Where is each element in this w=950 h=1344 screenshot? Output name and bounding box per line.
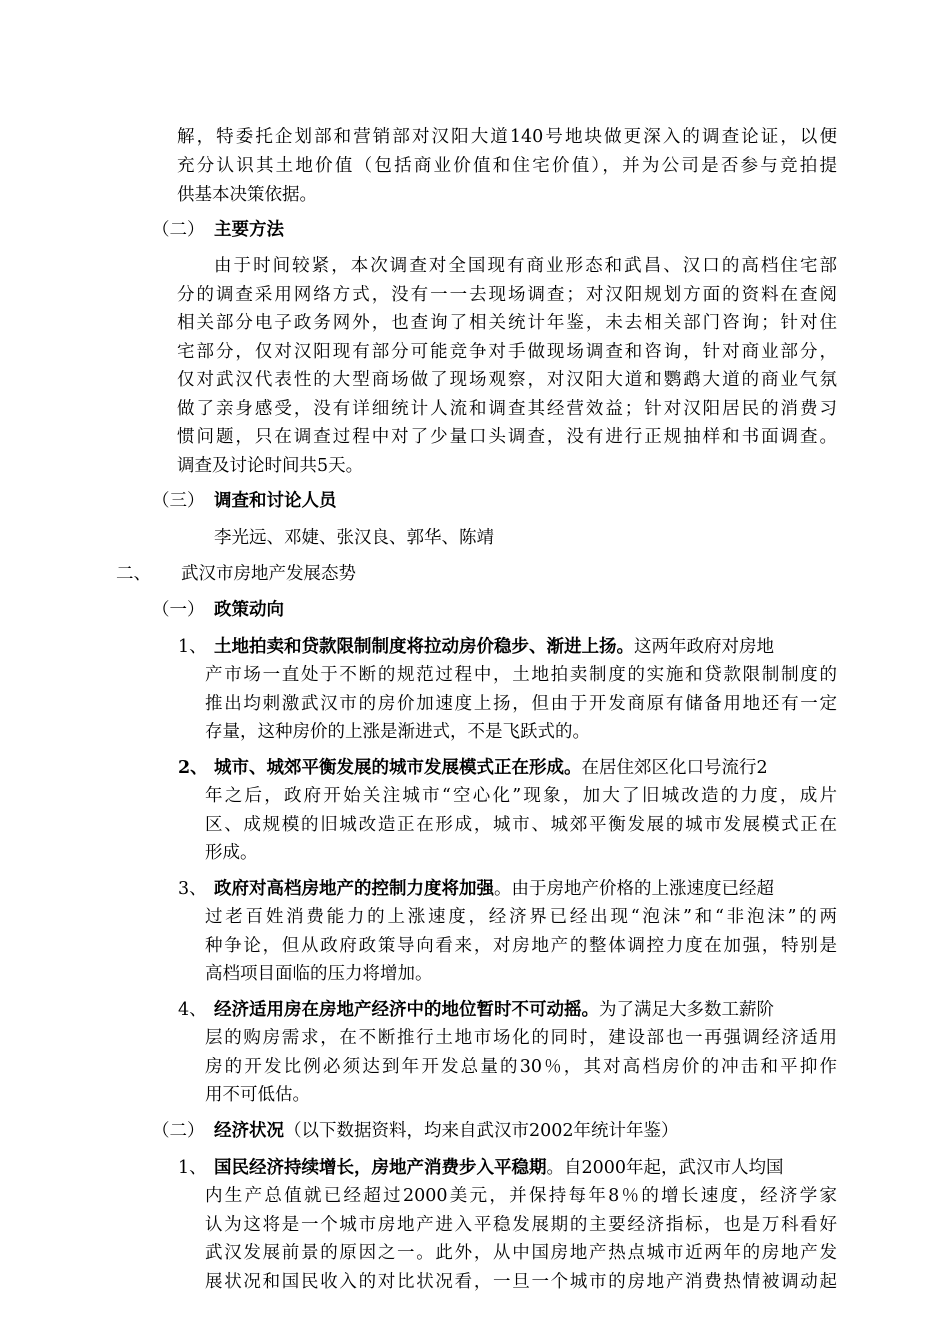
policy-item-2-number: 2、 (178, 758, 208, 778)
method-line-8: 调查及讨论时间共5天。 (177, 456, 364, 476)
economy-item-1-line-2: 内生产总值就已经超过2000美元，并保持每年8％的增长速度，经济学家 (205, 1186, 837, 1206)
policy-item-3-heading: 政府对高档房地产的控制力度将加强 (214, 879, 494, 899)
policy-item-3-first-line (214, 875, 774, 903)
policy-item-2-line-4: 形成。 (205, 843, 258, 863)
policy-item-1-first-line (214, 633, 774, 661)
policy-item-3-line-3: 种争论，但从政府政策导向看来，对房地产的整体调控力度在加强，特别是 (205, 936, 837, 956)
section-2-2-heading (214, 1117, 679, 1145)
policy-item-3-text: 。由于房地产价格的上涨速度已经超 (494, 879, 774, 899)
policy-item-2-text: 在居住郊区化口号流行2 (581, 758, 768, 778)
method-line-1: 由于时间较紧，本次调查对全国现有商业形态和武昌、汉口的高档住宅部 (214, 256, 837, 276)
policy-item-1-number: 1、 (178, 637, 207, 657)
policy-item-4-heading: 经济适用房在房地产经济中的地位暂时不可动摇。 (214, 1000, 599, 1020)
policy-item-1-line-3: 推出均刺激武汉市的房价加速度上扬，但由于开发商原有储备用地还有一定 (205, 694, 837, 714)
method-line-2: 分的调查采用网络方式，没有一一去现场调查；对汉阳规划方面的资料在查阅 (177, 285, 837, 305)
section-2-2-note: （以下数据资料，均来自武汉市2002年统计年鉴） (284, 1121, 679, 1141)
intro-line-1: 解，特委托企划部和营销部对汉阳大道140号地块做更深入的调查论证，以便 (177, 127, 837, 147)
section-1-3-title: 调查和讨论人员 (214, 491, 337, 511)
policy-item-4-number: 4、 (178, 1000, 207, 1020)
policy-item-4-line-2: 层的购房需求，在不断推行土地市场化的同时，建设部也一再强调经济适用 (205, 1028, 837, 1048)
economy-item-1-line-4: 武汉发展前景的原因之一。此外，从中国房地产热点城市近两年的房地产发 (205, 1243, 837, 1263)
policy-item-3-line-2: 过老百姓消费能力的上涨速度，经济界已经出现“泡沫”和“非泡沫”的两 (205, 907, 837, 927)
economy-item-1-heading: 国民经济持续增长，房地产消费步入平稳期 (214, 1158, 547, 1178)
section-2-2-title: 经济状况 (214, 1121, 284, 1141)
section-1-3-number: （三） (152, 491, 205, 511)
section-1-2-title: 主要方法 (214, 220, 284, 240)
policy-item-4-text: 为了满足大多数工薪阶 (599, 1000, 774, 1020)
policy-item-1-line-2: 产市场一直处于不断的规范过程中，土地拍卖制度的实施和贷款限制制度的 (205, 665, 837, 685)
policy-item-1-heading: 土地拍卖和贷款限制制度将拉动房价稳步、渐进上扬。 (214, 637, 634, 657)
section-1-2-number: （二） (152, 220, 205, 240)
policy-item-1-text: 这两年政府对房地 (634, 637, 774, 657)
section-2-number: 二、 (116, 564, 151, 584)
policy-item-2-heading: 城市、城郊平衡发展的城市发展模式正在形成。 (214, 758, 582, 778)
section-2-title: 武汉市房地产发展态势 (181, 564, 356, 584)
policy-item-2-first-line (214, 754, 768, 782)
policy-item-1-line-4: 存量，这种房价的上涨是渐进式，不是飞跃式的。 (205, 722, 590, 742)
policy-item-4-line-3: 房的开发比例必须达到年开发总量的30％，其对高档房价的冲击和平抑作 (205, 1057, 837, 1077)
members-list: 李光远、邓婕、张汉良、郭华、陈靖 (214, 528, 494, 548)
intro-line-3: 供基本决策依据。 (177, 185, 317, 205)
intro-line-2: 充分认识其土地价值（包括商业价值和住宅价值），并为公司是否参与竞拍提 (177, 156, 837, 176)
method-line-7: 惯问题，只在调查过程中对了少量口头调查，没有进行正规抽样和书面调查。 (177, 427, 837, 447)
policy-item-2-line-2: 年之后，政府开始关注城市“空心化”现象，加大了旧城改造的力度，成片 (205, 786, 837, 806)
policy-item-3-number: 3、 (178, 879, 207, 899)
method-line-3: 相关部分电子政务网外，也查询了相关统计年鉴，未去相关部门咨询；针对住 (177, 313, 837, 333)
economy-item-1-number: 1、 (178, 1158, 207, 1178)
policy-item-4-line-4: 用不可低估。 (205, 1085, 310, 1105)
method-line-5: 仅对武汉代表性的大型商场做了现场观察，对汉阳大道和鹦鹉大道的商业气氛 (177, 370, 837, 390)
method-line-6: 做了亲身感受，没有详细统计人流和调查其经营效益；针对汉阳居民的消费习 (177, 399, 837, 419)
section-2-1-title: 政策动向 (214, 600, 284, 620)
section-2-2-number: （二） (152, 1121, 205, 1141)
economy-item-1-text: 。自2000年起，武汉市人均国 (546, 1158, 784, 1178)
economy-item-1-line-5: 展状况和国民收入的对比状况看，一旦一个城市的房地产消费热情被调动起 (205, 1272, 837, 1292)
economy-item-1-first-line (214, 1154, 784, 1182)
policy-item-4-first-line (214, 996, 774, 1024)
economy-item-1-line-3: 认为这将是一个城市房地产进入平稳发展期的主要经济指标，也是万科看好 (205, 1215, 837, 1235)
method-line-4: 宅部分，仅对汉阳现有部分可能竞争对手做现场调查和咨询，针对商业部分， (177, 342, 837, 362)
policy-item-3-line-4: 高档项目面临的压力将增加。 (205, 964, 433, 984)
policy-item-2-line-3: 区、成规模的旧城改造正在形成，城市、城郊平衡发展的城市发展模式正在 (205, 815, 837, 835)
section-2-1-number: （一） (152, 600, 205, 620)
